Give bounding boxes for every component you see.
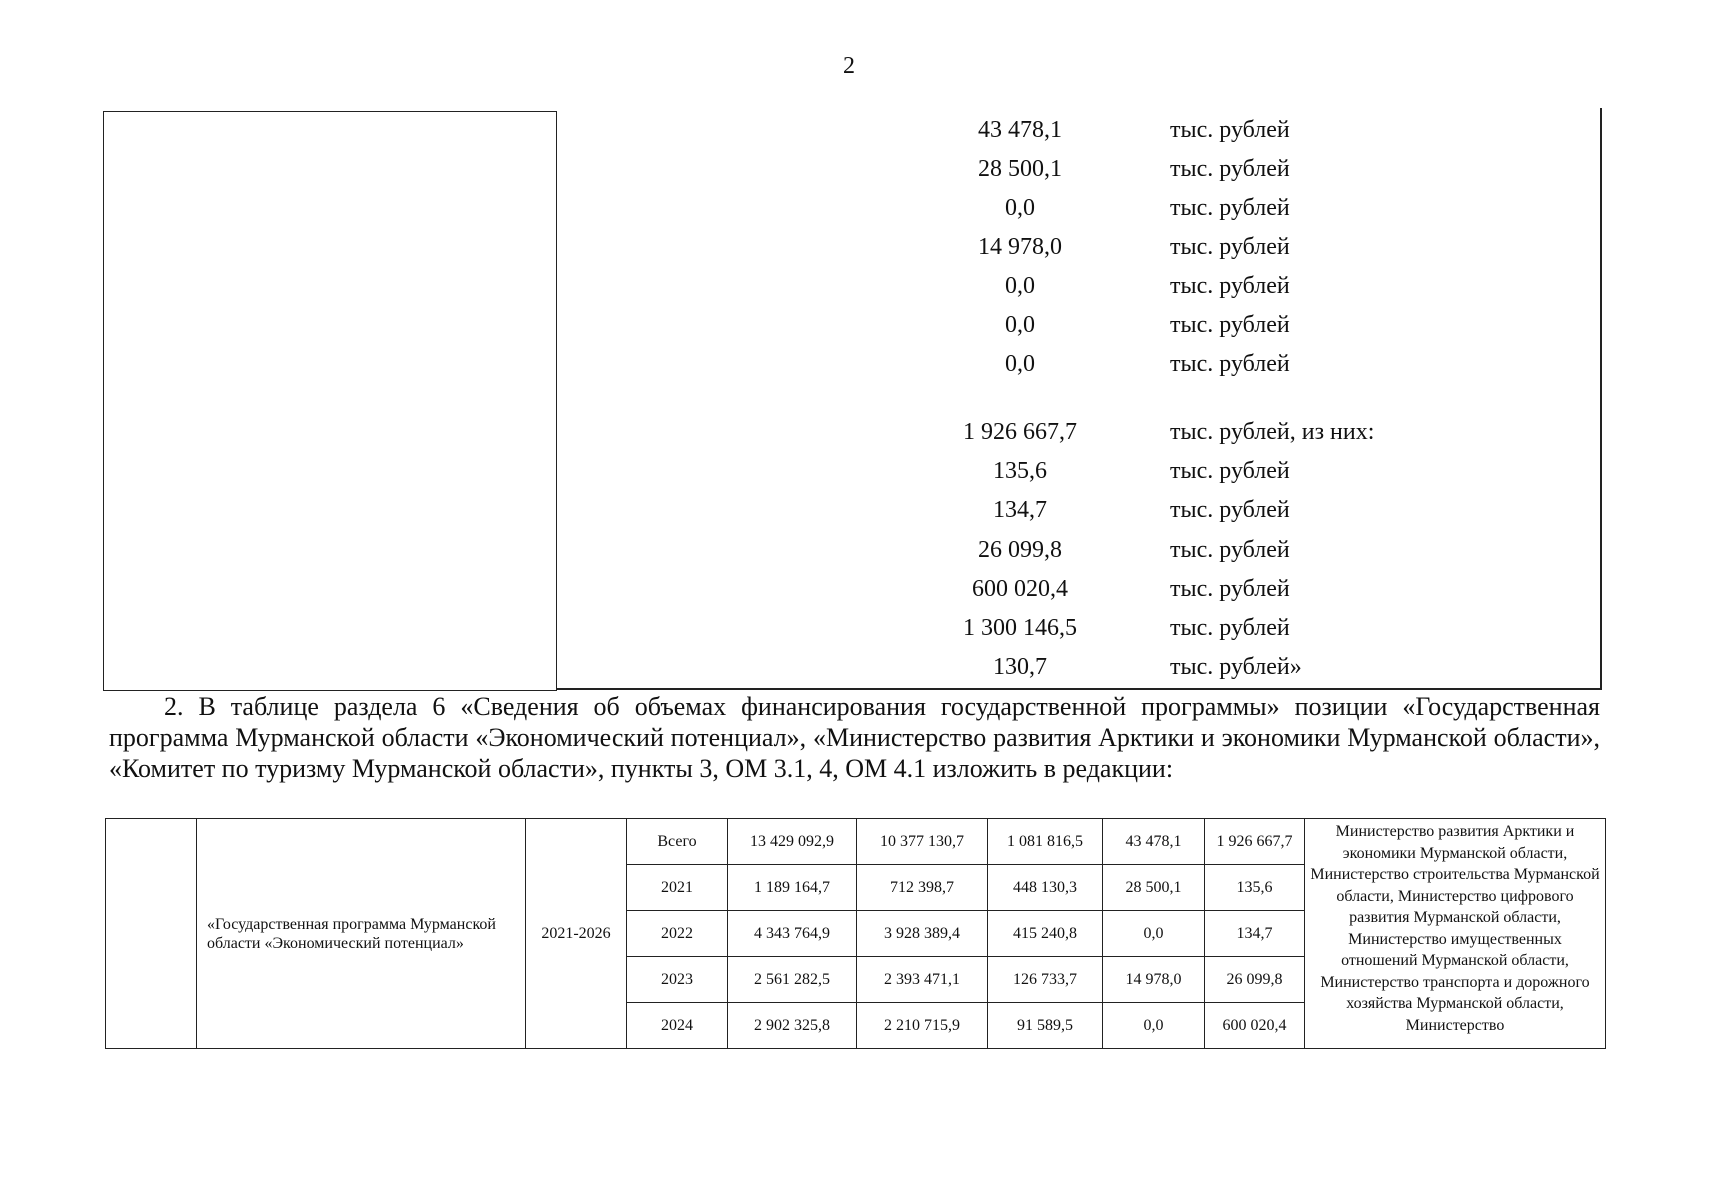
page-number: 2 — [843, 53, 855, 79]
value-cell: 43 478,1 — [1103, 819, 1205, 865]
value-cell: 2 393 471,1 — [857, 957, 988, 1003]
value-cell: 91 589,5 — [988, 1003, 1103, 1049]
value-cell: 2 210 715,9 — [857, 1003, 988, 1049]
year-cell: 2022 — [627, 911, 728, 957]
number-cell — [106, 819, 197, 1049]
financing-box-bottom-border — [556, 688, 1602, 690]
value-cell: 0,0 — [1103, 911, 1205, 957]
financing-box-left-cell — [103, 111, 557, 691]
financing-value: 1 926 667,7 — [963, 419, 1077, 445]
value-cell: 2 902 325,8 — [728, 1003, 857, 1049]
amendment-paragraph: 2. В таблице раздела 6 «Сведения об объемах финансирования государственной программы» позиции «Государственная программа Мурманской области «Экономический потенциал», «Министерство развития Арктики и экономики Мурманской области», «Комитет по туризму Мурманской области», пункты 3, ОМ 3.1, 4, ОМ 4.1 изложить в редакции: — [109, 692, 1600, 783]
year-cell: 2024 — [627, 1003, 728, 1049]
financing-value: 130,7 — [993, 654, 1047, 680]
year-cell: Всего — [627, 819, 728, 865]
value-cell: 1 189 164,7 — [728, 865, 857, 911]
value-cell: 135,6 — [1205, 865, 1305, 911]
financing-value: 28 500,1 — [978, 156, 1062, 182]
financing-unit: тыс. рублей — [1170, 537, 1290, 563]
value-cell: 1 081 816,5 — [988, 819, 1103, 865]
financing-unit: тыс. рублей — [1170, 615, 1290, 641]
financing-box-right-border — [1600, 108, 1602, 690]
value-cell: 134,7 — [1205, 911, 1305, 957]
financing-value: 14 978,0 — [978, 234, 1062, 260]
responsible-cell: Министерство развития Арктики и экономики Мурманской области, Министерство строительства Мурманской области, Министерство цифрового развития Мурманской области, Министерство имущественных отношений Мурманской области, Министерство транспорта и дорожного хозяйства Мурманской области, Министерство — [1305, 819, 1606, 1049]
value-cell: 2 561 282,5 — [728, 957, 857, 1003]
value-cell: 415 240,8 — [988, 911, 1103, 957]
value-cell: 600 020,4 — [1205, 1003, 1305, 1049]
financing-value: 26 099,8 — [978, 537, 1062, 563]
year-cell: 2023 — [627, 957, 728, 1003]
financing-value: 43 478,1 — [978, 117, 1062, 143]
table-row — [106, 819, 1606, 865]
financing-unit: тыс. рублей — [1170, 117, 1290, 143]
value-cell: 4 343 764,9 — [728, 911, 857, 957]
value-cell: 10 377 130,7 — [857, 819, 988, 865]
program-name-cell: «Государственная программа Мурманской области «Экономический потенциал» — [197, 819, 526, 1049]
value-cell: 26 099,8 — [1205, 957, 1305, 1003]
value-cell: 1 926 667,7 — [1205, 819, 1305, 865]
value-cell: 0,0 — [1103, 1003, 1205, 1049]
financing-value: 0,0 — [1005, 351, 1035, 377]
year-cell: 2021 — [627, 865, 728, 911]
financing-value: 1 300 146,5 — [963, 615, 1077, 641]
financing-value: 135,6 — [993, 458, 1047, 484]
financing-unit: тыс. рублей — [1170, 312, 1290, 338]
program-financing-table — [105, 818, 1606, 1049]
value-cell: 14 978,0 — [1103, 957, 1205, 1003]
financing-unit: тыс. рублей — [1170, 156, 1290, 182]
financing-unit: тыс. рублей — [1170, 273, 1290, 299]
period-cell: 2021-2026 — [526, 819, 627, 1049]
financing-unit: тыс. рублей — [1170, 497, 1290, 523]
financing-unit: тыс. рублей — [1170, 195, 1290, 221]
value-cell: 13 429 092,9 — [728, 819, 857, 865]
value-cell: 28 500,1 — [1103, 865, 1205, 911]
financing-unit: тыс. рублей» — [1170, 654, 1302, 680]
financing-unit: тыс. рублей — [1170, 576, 1290, 602]
financing-unit: тыс. рублей, из них: — [1170, 419, 1375, 445]
financing-unit: тыс. рублей — [1170, 351, 1290, 377]
financing-value: 600 020,4 — [972, 576, 1068, 602]
value-cell: 3 928 389,4 — [857, 911, 988, 957]
value-cell: 448 130,3 — [988, 865, 1103, 911]
financing-unit: тыс. рублей — [1170, 458, 1290, 484]
financing-value: 134,7 — [993, 497, 1047, 523]
financing-value: 0,0 — [1005, 195, 1035, 221]
financing-unit: тыс. рублей — [1170, 234, 1290, 260]
value-cell: 126 733,7 — [988, 957, 1103, 1003]
financing-value: 0,0 — [1005, 312, 1035, 338]
financing-value: 0,0 — [1005, 273, 1035, 299]
value-cell: 712 398,7 — [857, 865, 988, 911]
